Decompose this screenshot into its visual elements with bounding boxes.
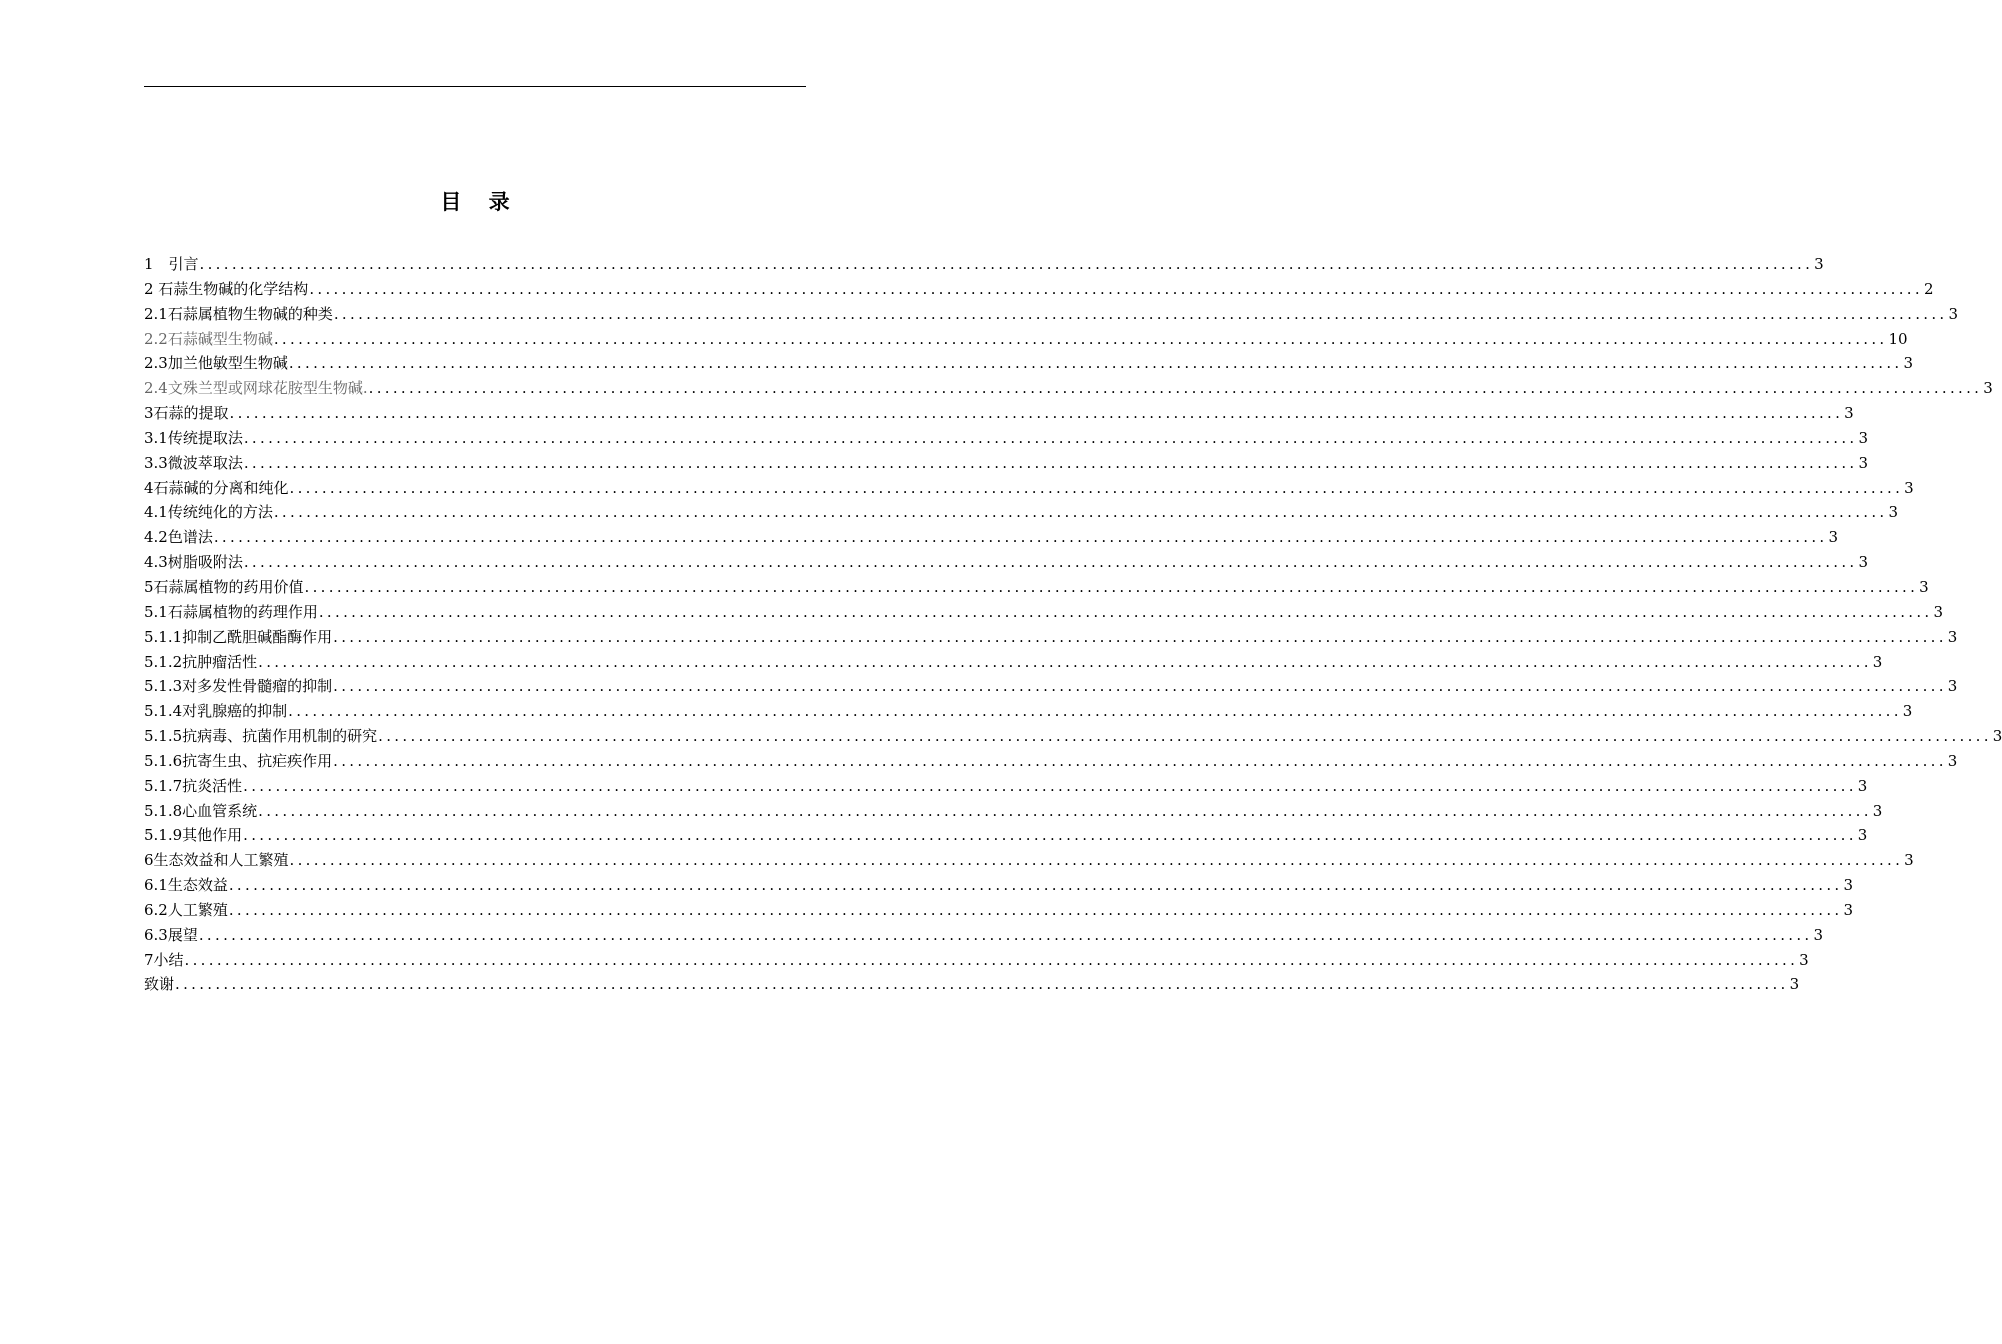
toc-entry-page-number: 3 bbox=[1858, 553, 1869, 572]
toc-entry[interactable] bbox=[144, 600, 1944, 625]
toc-entry[interactable] bbox=[144, 500, 1899, 525]
toc-dot-leader: ........................................................................................................................................................................................................ bbox=[378, 727, 1992, 746]
toc-entry-page-number: 3 bbox=[1888, 503, 1899, 522]
toc-dot-leader: ........................................................................................................................................................................................................ bbox=[368, 379, 1983, 398]
toc-entry-label: 1 引言 bbox=[144, 255, 199, 273]
toc-entry-page-number: 3 bbox=[1933, 602, 1944, 621]
table-of-contents bbox=[144, 252, 2002, 997]
toc-entry-label: 5石蒜属植物的药用价值 bbox=[144, 577, 304, 596]
toc-entry-page-number: 3 bbox=[1947, 751, 1958, 770]
toc-dot-leader: ........................................................................................................................................................................................................ bbox=[243, 826, 1857, 845]
toc-entry-label: 5.1石蒜属植物的药理作用 bbox=[144, 602, 318, 621]
toc-entry-label: 2.2石蒜碱型生物碱 bbox=[144, 329, 273, 348]
toc-entry[interactable] bbox=[144, 575, 1929, 600]
toc-dot-leader: ........................................................................................................................................................................................................ bbox=[258, 801, 1872, 820]
toc-entry-label: 5.1.1抑制乙酰胆碱酯酶作用 bbox=[144, 627, 333, 646]
toc-entry-page-number: 3 bbox=[1843, 876, 1854, 895]
toc-dot-leader: ........................................................................................................................................................................................................ bbox=[213, 528, 1828, 547]
toc-entry[interactable] bbox=[144, 252, 1824, 277]
toc-entry-label: 2.4文殊兰型或网球花胺型生物碱. bbox=[144, 379, 368, 398]
toc-entry-page-number: 3 bbox=[1903, 354, 1914, 373]
toc-entry[interactable] bbox=[144, 848, 1914, 873]
toc-dot-leader: ........................................................................................................................................................................................................ bbox=[304, 577, 1919, 596]
toc-dot-leader: ........................................................................................................................................................................................................ bbox=[289, 851, 1904, 870]
toc-entry-label: 6生态效益和人工繁殖 bbox=[144, 851, 289, 870]
toc-entry-page-number: 10 bbox=[1888, 329, 1908, 348]
toc-dot-leader: ........................................................................................................................................................................................................ bbox=[288, 702, 1902, 721]
toc-entry[interactable] bbox=[144, 873, 1854, 898]
toc-dot-leader: ........................................................................................................................................................................................................ bbox=[288, 354, 1903, 373]
toc-entry[interactable] bbox=[144, 302, 1959, 327]
toc-entry-label: 7小结 bbox=[144, 950, 184, 969]
toc-dot-leader: ........................................................................................................................................................................................................ bbox=[273, 503, 1888, 522]
toc-entry-page-number: 3 bbox=[1948, 304, 1959, 323]
toc-dot-leader: ........................................................................................................................................................................................................ bbox=[273, 329, 1888, 348]
toc-entry-label: 4.1传统纯化的方法 bbox=[144, 503, 273, 522]
toc-entry-page-number: 3 bbox=[1983, 379, 1993, 398]
toc-dot-leader: ........................................................................................................................................................................................................ bbox=[243, 776, 1857, 795]
toc-dot-leader: ........................................................................................................................................................................................................ bbox=[318, 602, 1933, 621]
toc-entry[interactable] bbox=[144, 749, 1958, 774]
toc-entry-page-number: 3 bbox=[1904, 478, 1914, 497]
toc-entry-page-number: 2 bbox=[1923, 279, 1934, 298]
toc-entry-label: 5.1.8心血管系统 bbox=[144, 801, 258, 820]
toc-entry[interactable] bbox=[144, 625, 1958, 650]
toc-entry[interactable] bbox=[144, 401, 1854, 426]
toc-dot-leader: ........................................................................................................................................................................................................ bbox=[175, 975, 1789, 994]
toc-dot-leader: ........................................................................................................................................................................................................ bbox=[289, 478, 1904, 497]
toc-entry-page-number: 3 bbox=[1904, 851, 1914, 870]
toc-entry-page-number: 3 bbox=[1919, 577, 1929, 596]
toc-entry-label: 4.3树脂吸附法 bbox=[144, 553, 243, 572]
toc-entry-label: 2 石蒜生物碱的化学结构 bbox=[144, 279, 309, 298]
toc-entry-page-number: 3 bbox=[1992, 727, 2002, 746]
toc-entry-label: 5.1.9其他作用 bbox=[144, 826, 243, 845]
toc-entry[interactable] bbox=[144, 724, 2002, 749]
toc-entry-page-number: 3 bbox=[1857, 826, 1868, 845]
toc-entry[interactable] bbox=[144, 898, 1854, 923]
toc-entry-page-number: 3 bbox=[1902, 702, 1913, 721]
toc-entry[interactable] bbox=[144, 823, 1868, 848]
toc-entry-label: 致谢 bbox=[144, 975, 175, 994]
toc-dot-leader: ........................................................................................................................................................................................................ bbox=[243, 553, 1858, 572]
toc-entry-label: 5.1.4对乳腺癌的抑制 bbox=[144, 702, 288, 721]
toc-entry-label: 4石蒜碱的分离和纯化 bbox=[144, 478, 289, 497]
toc-entry[interactable] bbox=[144, 948, 1809, 973]
toc-entry[interactable] bbox=[144, 351, 1914, 376]
toc-entry-label: 2.1石蒜属植物生物碱的种类 bbox=[144, 304, 333, 323]
toc-entry-page-number: 3 bbox=[1858, 453, 1869, 472]
toc-dot-leader: ........................................................................................................................................................................................................ bbox=[198, 925, 1813, 944]
toc-entry-page-number: 3 bbox=[1813, 925, 1824, 944]
toc-entry[interactable] bbox=[144, 674, 1958, 699]
toc-entry[interactable] bbox=[144, 525, 1839, 550]
toc-entry-page-number: 3 bbox=[1844, 404, 1854, 423]
toc-entry[interactable] bbox=[144, 699, 1913, 724]
toc-entry-page-number: 3 bbox=[1789, 975, 1800, 994]
toc-dot-leader: ........................................................................................................................................................................................................ bbox=[333, 751, 1947, 770]
toc-entry-label: 3.1传统提取法 bbox=[144, 428, 243, 447]
toc-entry[interactable] bbox=[144, 650, 1883, 675]
toc-dot-leader: ........................................................................................................................................................................................................ bbox=[228, 876, 1843, 895]
toc-entry[interactable] bbox=[144, 476, 1914, 501]
toc-dot-leader: ........................................................................................................................................................................................................ bbox=[228, 900, 1843, 919]
toc-entry-label: 2.3加兰他敏型生物碱 bbox=[144, 354, 288, 373]
toc-entry[interactable] bbox=[144, 972, 1800, 997]
toc-dot-leader: ........................................................................................................................................................................................................ bbox=[309, 279, 1923, 298]
toc-dot-leader: ........................................................................................................................................................................................................ bbox=[229, 404, 1844, 423]
toc-entry[interactable] bbox=[144, 376, 1993, 401]
toc-dot-leader: ........................................................................................................................................................................................................ bbox=[199, 255, 1814, 273]
toc-entry-page-number: 3 bbox=[1872, 652, 1883, 671]
toc-entry-label: 4.2色谱法 bbox=[144, 528, 213, 547]
toc-entry-page-number: 3 bbox=[1828, 528, 1839, 547]
toc-entry-label: 6.2人工繁殖 bbox=[144, 900, 228, 919]
toc-entry-page-number: 3 bbox=[1858, 428, 1869, 447]
toc-entry-label: 5.1.7抗炎活性 bbox=[144, 776, 243, 795]
toc-entry-page-number: 3 bbox=[1857, 776, 1868, 795]
toc-entry[interactable] bbox=[144, 923, 1824, 948]
toc-entry-label: 5.1.5抗病毒、抗菌作用机制的研究 bbox=[144, 727, 378, 746]
toc-dot-leader: ........................................................................................................................................................................................................ bbox=[258, 652, 1872, 671]
toc-dot-leader: ........................................................................................................................................................................................................ bbox=[333, 677, 1947, 696]
toc-entry-label: 6.1生态效益 bbox=[144, 876, 228, 895]
toc-dot-leader: ........................................................................................................................................................................................................ bbox=[243, 428, 1858, 447]
toc-entry-page-number: 3 bbox=[1814, 255, 1824, 273]
toc-entry-page-number: 3 bbox=[1843, 900, 1854, 919]
toc-entry[interactable] bbox=[144, 451, 1869, 476]
toc-entry-page-number: 3 bbox=[1947, 627, 1958, 646]
toc-entry-label: 5.1.3对多发性骨髓瘤的抑制 bbox=[144, 677, 333, 696]
toc-entry[interactable] bbox=[144, 277, 1934, 302]
toc-dot-leader: ........................................................................................................................................................................................................ bbox=[184, 950, 1799, 969]
page-title: 目 录 bbox=[440, 190, 520, 214]
toc-dot-leader: ........................................................................................................................................................................................................ bbox=[243, 453, 1858, 472]
toc-dot-leader: ........................................................................................................................................................................................................ bbox=[333, 304, 1948, 323]
toc-entry-label: 5.1.6抗寄生虫、抗疟疾作用 bbox=[144, 751, 333, 770]
toc-entry[interactable] bbox=[144, 550, 1869, 575]
toc-entry-label: 3.3微波萃取法 bbox=[144, 453, 243, 472]
toc-entry-label: 5.1.2抗肿瘤活性 bbox=[144, 652, 258, 671]
toc-entry[interactable] bbox=[144, 426, 1869, 451]
header-rule bbox=[144, 86, 806, 87]
toc-entry-page-number: 3 bbox=[1947, 677, 1958, 696]
toc-entry-page-number: 3 bbox=[1872, 801, 1883, 820]
toc-entry[interactable] bbox=[144, 799, 1883, 824]
toc-entry-label: 6.3展望 bbox=[144, 925, 198, 944]
toc-entry[interactable] bbox=[144, 774, 1868, 799]
toc-entry-page-number: 3 bbox=[1799, 950, 1809, 969]
toc-dot-leader: ........................................................................................................................................................................................................ bbox=[333, 627, 1947, 646]
toc-entry-label: 3石蒜的提取 bbox=[144, 404, 229, 423]
toc-entry[interactable] bbox=[144, 327, 1908, 352]
